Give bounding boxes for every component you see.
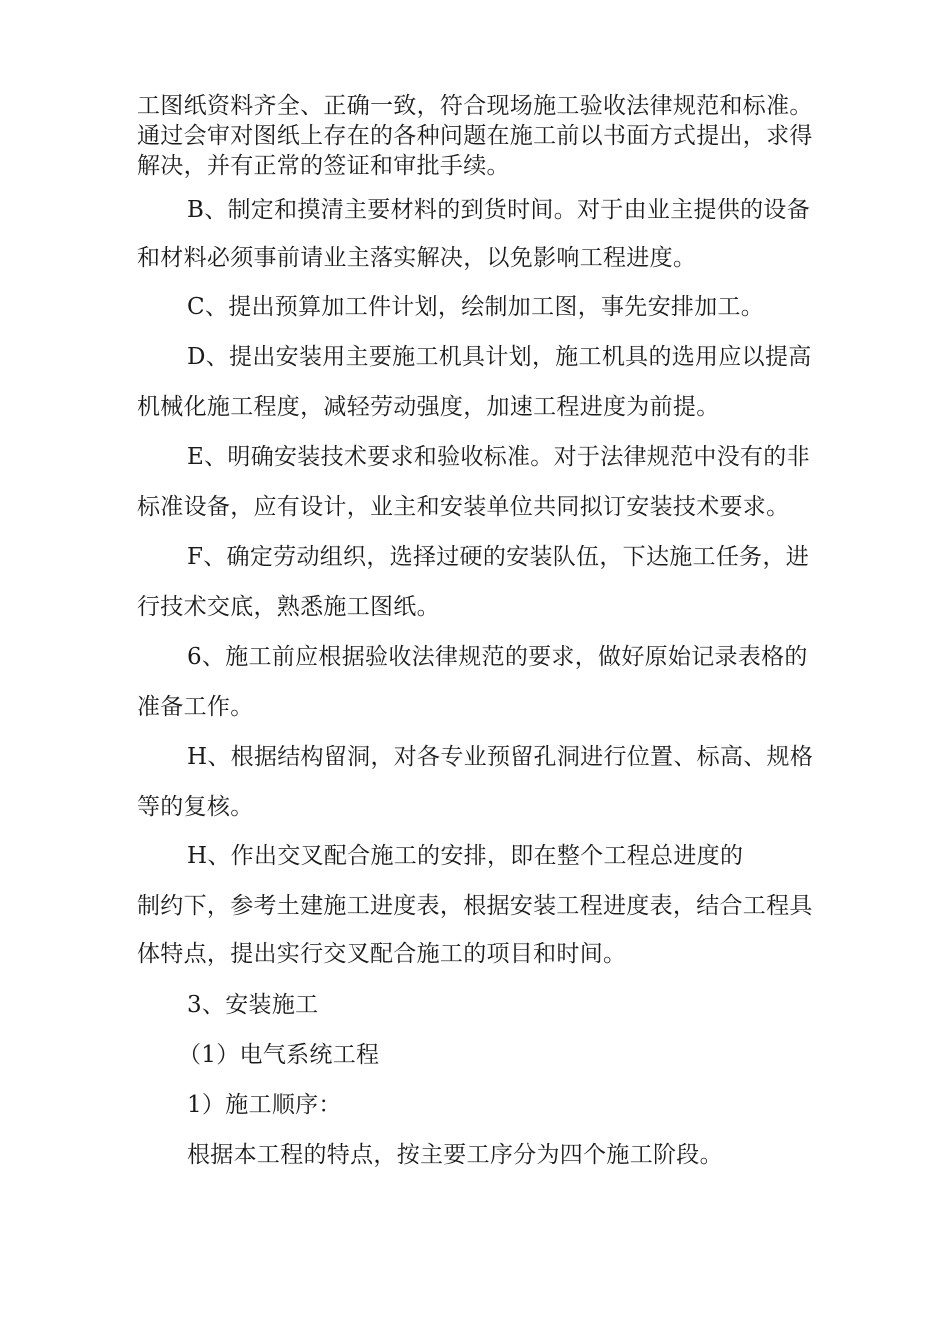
- text-line-14: 准备工作。: [137, 694, 254, 720]
- text-line-19: 体特点，提出实行交叉配合施工的项目和时间。: [137, 941, 627, 967]
- subsection-heading: （1）电气系统工程: [178, 1042, 380, 1068]
- section-heading: 3、安装施工: [187, 992, 319, 1018]
- text-line-3: 解决，并有正常的签证和审批手续。: [137, 153, 510, 179]
- text-line-13: 6、施工前应根据验收法律规范的要求，做好原始记录表格的: [187, 644, 808, 670]
- text-line-15: H、根据结构留洞，对各专业预留孔洞进行位置、标高、规格: [187, 744, 814, 770]
- text-line-10: 标准设备，应有设计，业主和安装单位共同拟订安装技术要求。: [137, 494, 790, 520]
- text-line-2: 通过会审对图纸上存在的各种问题在施工前以书面方式提出，求得: [137, 123, 813, 149]
- text-line-5: 和材料必须事前请业主落实解决，以免影响工程进度。: [137, 245, 697, 271]
- text-line-11: F、确定劳动组织，选择过硬的安装队伍，下达施工任务，进: [187, 544, 810, 570]
- text-line-12: 行技术交底，熟悉施工图纸。: [137, 594, 440, 620]
- text-line-1: 工图纸资料齐全、正确一致，符合现场施工验收法律规范和标准。: [137, 93, 813, 119]
- text-line-8: 机械化施工程度，减轻劳动强度，加速工程进度为前提。: [137, 394, 720, 420]
- text-line-18: 制约下，参考土建施工进度表，根据安装工程进度表，结合工程具: [137, 893, 813, 919]
- text-line-6: C、提出预算加工件计划，绘制加工图，事先安排加工。: [187, 294, 765, 320]
- text-line-16: 等的复核。: [137, 794, 254, 820]
- text-line-17: H、作出交叉配合施工的安排，即在整个工程总进度的: [187, 843, 744, 869]
- text-line-23: 根据本工程的特点，按主要工序分为四个施工阶段。: [187, 1142, 723, 1168]
- text-line-4: B、制定和摸清主要材料的到货时间。对于由业主提供的设备: [187, 197, 811, 223]
- step-heading: 1）施工顺序：: [187, 1092, 342, 1118]
- text-line-7: D、提出安装用主要施工机具计划，施工机具的选用应以提高: [187, 344, 812, 370]
- text-line-9: E、明确安装技术要求和验收标准。对于法律规范中没有的非: [187, 444, 810, 470]
